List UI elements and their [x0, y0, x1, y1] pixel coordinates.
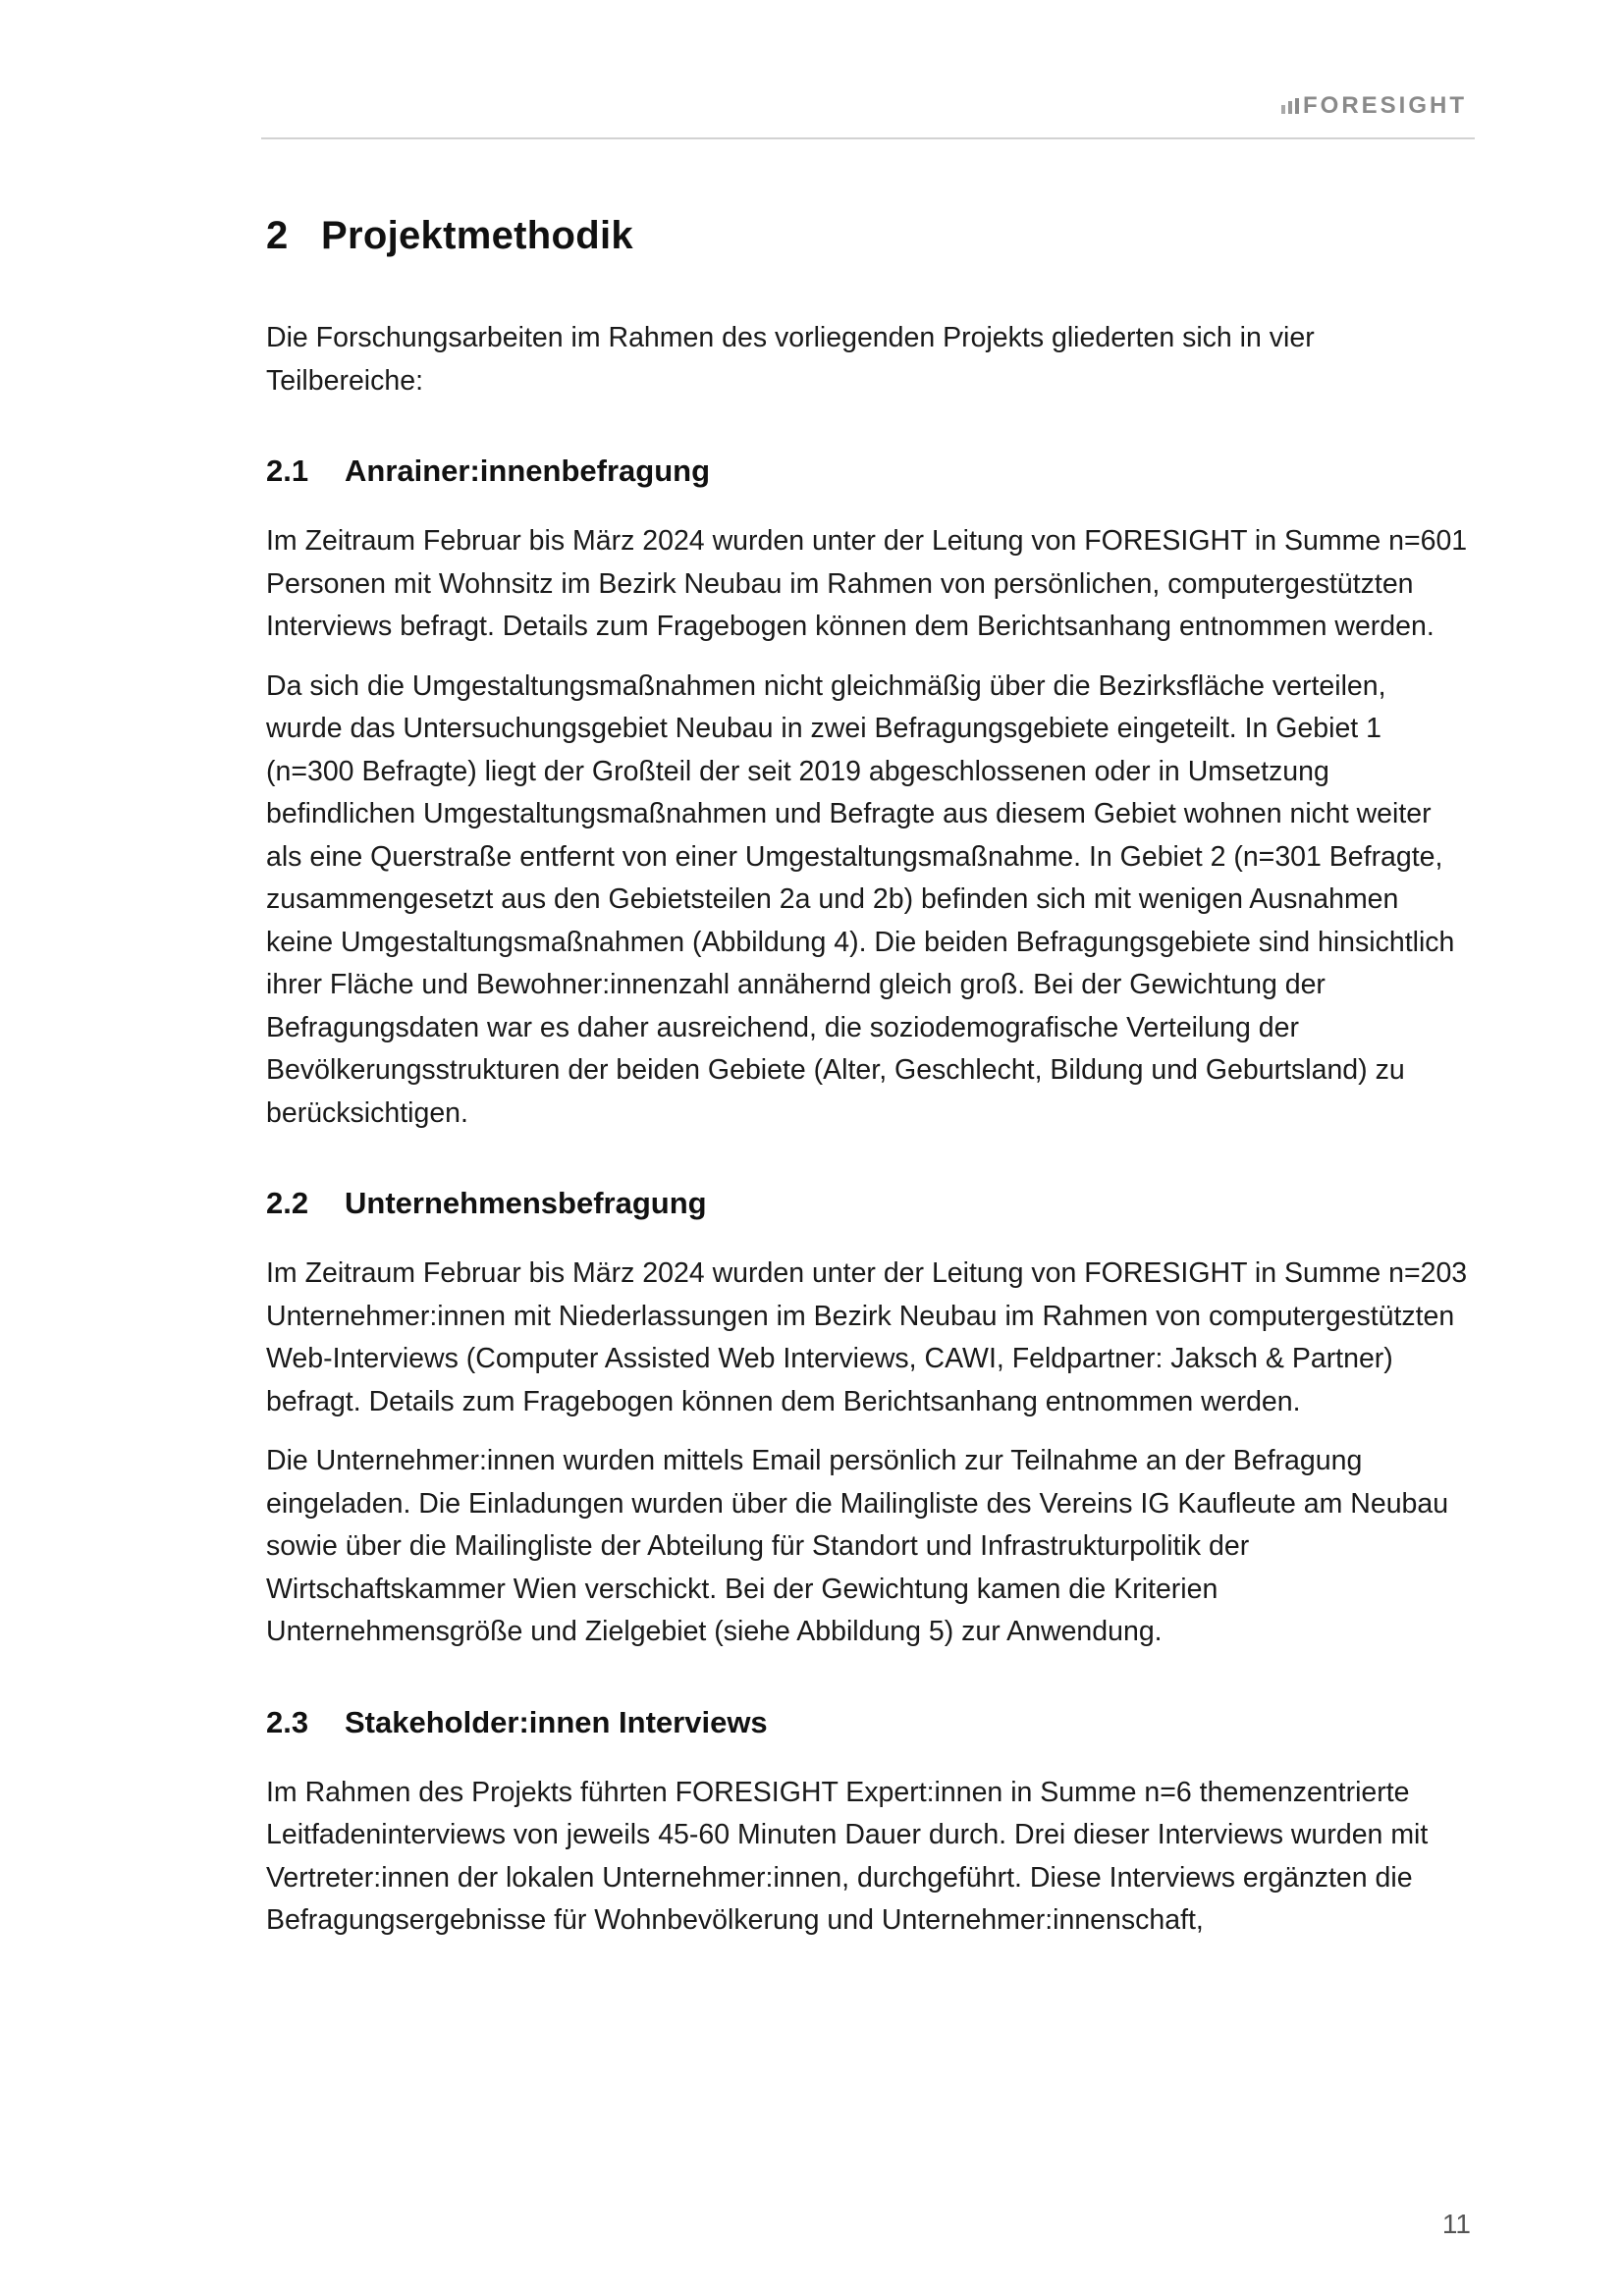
section-heading — [266, 1705, 1469, 1740]
body-paragraph: Die Unternehmer:innen wurden mittels Email persönlich zur Teilnahme an der Befragung eingeladen. Die Einladungen wurden über die Mailingliste des Vereins IG Kaufleute am Neubau sowie über die Mailingliste der Abteilung für Standort und Infrastrukturpolitik der Wirtschaftskammer Wien verschickt. Bei der Gewichtung kamen die Kriterien Unternehmensgröße und Zielgebiet (siehe Abbildung 5) zur Anwendung. — [266, 1445, 1449, 1647]
chapter-title: Projektmethodik — [321, 214, 633, 257]
section-number: 2.3 — [266, 1704, 309, 1739]
section-heading — [266, 1186, 1469, 1221]
body-paragraph: Im Zeitraum Februar bis März 2024 wurden unter der Leitung von FORESIGHT in Summe n=601 Personen mit Wohnsitz im Bezirk Neubau im Rahmen von persönlichen, computergestützten Interviews befragt. Details zum Fragebogen können dem Berichtsanhang entnommen werden. — [266, 525, 1468, 642]
chapter-heading — [266, 214, 1469, 258]
body-paragraph: Im Zeitraum Februar bis März 2024 wurden unter der Leitung von FORESIGHT in Summe n=203 Unternehmer:innen mit Niederlassungen im Bezirk Neubau im Rahmen von computergestützten Web-Interviews (Computer Assisted Web Interviews, CAWI, Feldpartner: Jaksch & Partner) befragt. Details zum Fragebogen können dem Berichtsanhang entnommen werden. — [266, 1257, 1468, 1417]
chapter-intro: Die Forschungsarbeiten im Rahmen des vorliegenden Projekts gliederten sich in vier Teilbereiche: — [266, 322, 1315, 397]
page-content — [266, 214, 1469, 1959]
foresight-logo — [1281, 94, 1467, 118]
section-heading — [266, 454, 1469, 489]
chapter-number: 2 — [266, 214, 289, 257]
logo-text: FORESIGHT — [1302, 92, 1467, 119]
logo-bars-icon — [1281, 98, 1299, 114]
section-title: Unternehmensbefragung — [345, 1186, 707, 1220]
page-header — [261, 94, 1475, 139]
section-title: Stakeholder:innen Interviews — [345, 1704, 768, 1739]
body-paragraph: Da sich die Umgestaltungsmaßnahmen nicht gleichmäßig über die Bezirksfläche verteilen, wurde das Untersuchungsgebiet Neubau in zwei Befragungsgebiete eingeteilt. In Gebiet 1 (n=300 Befragte) liegt der Großteil der seit 2019 abgeschlossenen oder in Umsetzung befindlichen Umgestaltungsmaßnahmen und Befragte aus diesem Gebiet wohnen nicht weiter als eine Querstraße entfernt von einer Umgestaltungsmaßnahme. In Gebiet 2 (n=301 Befragte, zusammengesetzt aus den Gebietsteilen 2a und 2b) befinden sich mit wenigen Ausnahmen keine Umgestaltungsmaßnahmen (Abbildung 4). Die beiden Befragungsgebiete sind hinsichtlich ihrer Fläche und Bewohner:innenzahl annähernd gleich groß. Bei der Gewichtung der Befragungsdaten war es daher ausreichend, die soziodemografische Verteilung der Bevölkerungsstrukturen der beiden Gebiete (Alter, Geschlecht, Bildung und Geburtsland) zu berücksichtigen. — [266, 669, 1455, 1129]
page-number: 11 — [1441, 2209, 1471, 2239]
section-number: 2.2 — [266, 1186, 309, 1220]
section-title: Anrainer:innenbefragung — [345, 454, 711, 488]
body-paragraph: Im Rahmen des Projekts führten FORESIGHT Expert:innen in Summe n=6 themenzentrierte Leitfadeninterviews von jeweils 45-60 Minuten Dauer durch. Drei dieser Interviews wurden mit Vertreter:innen der lokalen Unternehmer:innen, durchgeführt. Diese Interviews ergänzten die Befragungsergebnisse für Wohnbevölkerung und Unternehmer:innenschaft, — [266, 1776, 1429, 1936]
section-number: 2.1 — [266, 454, 309, 488]
